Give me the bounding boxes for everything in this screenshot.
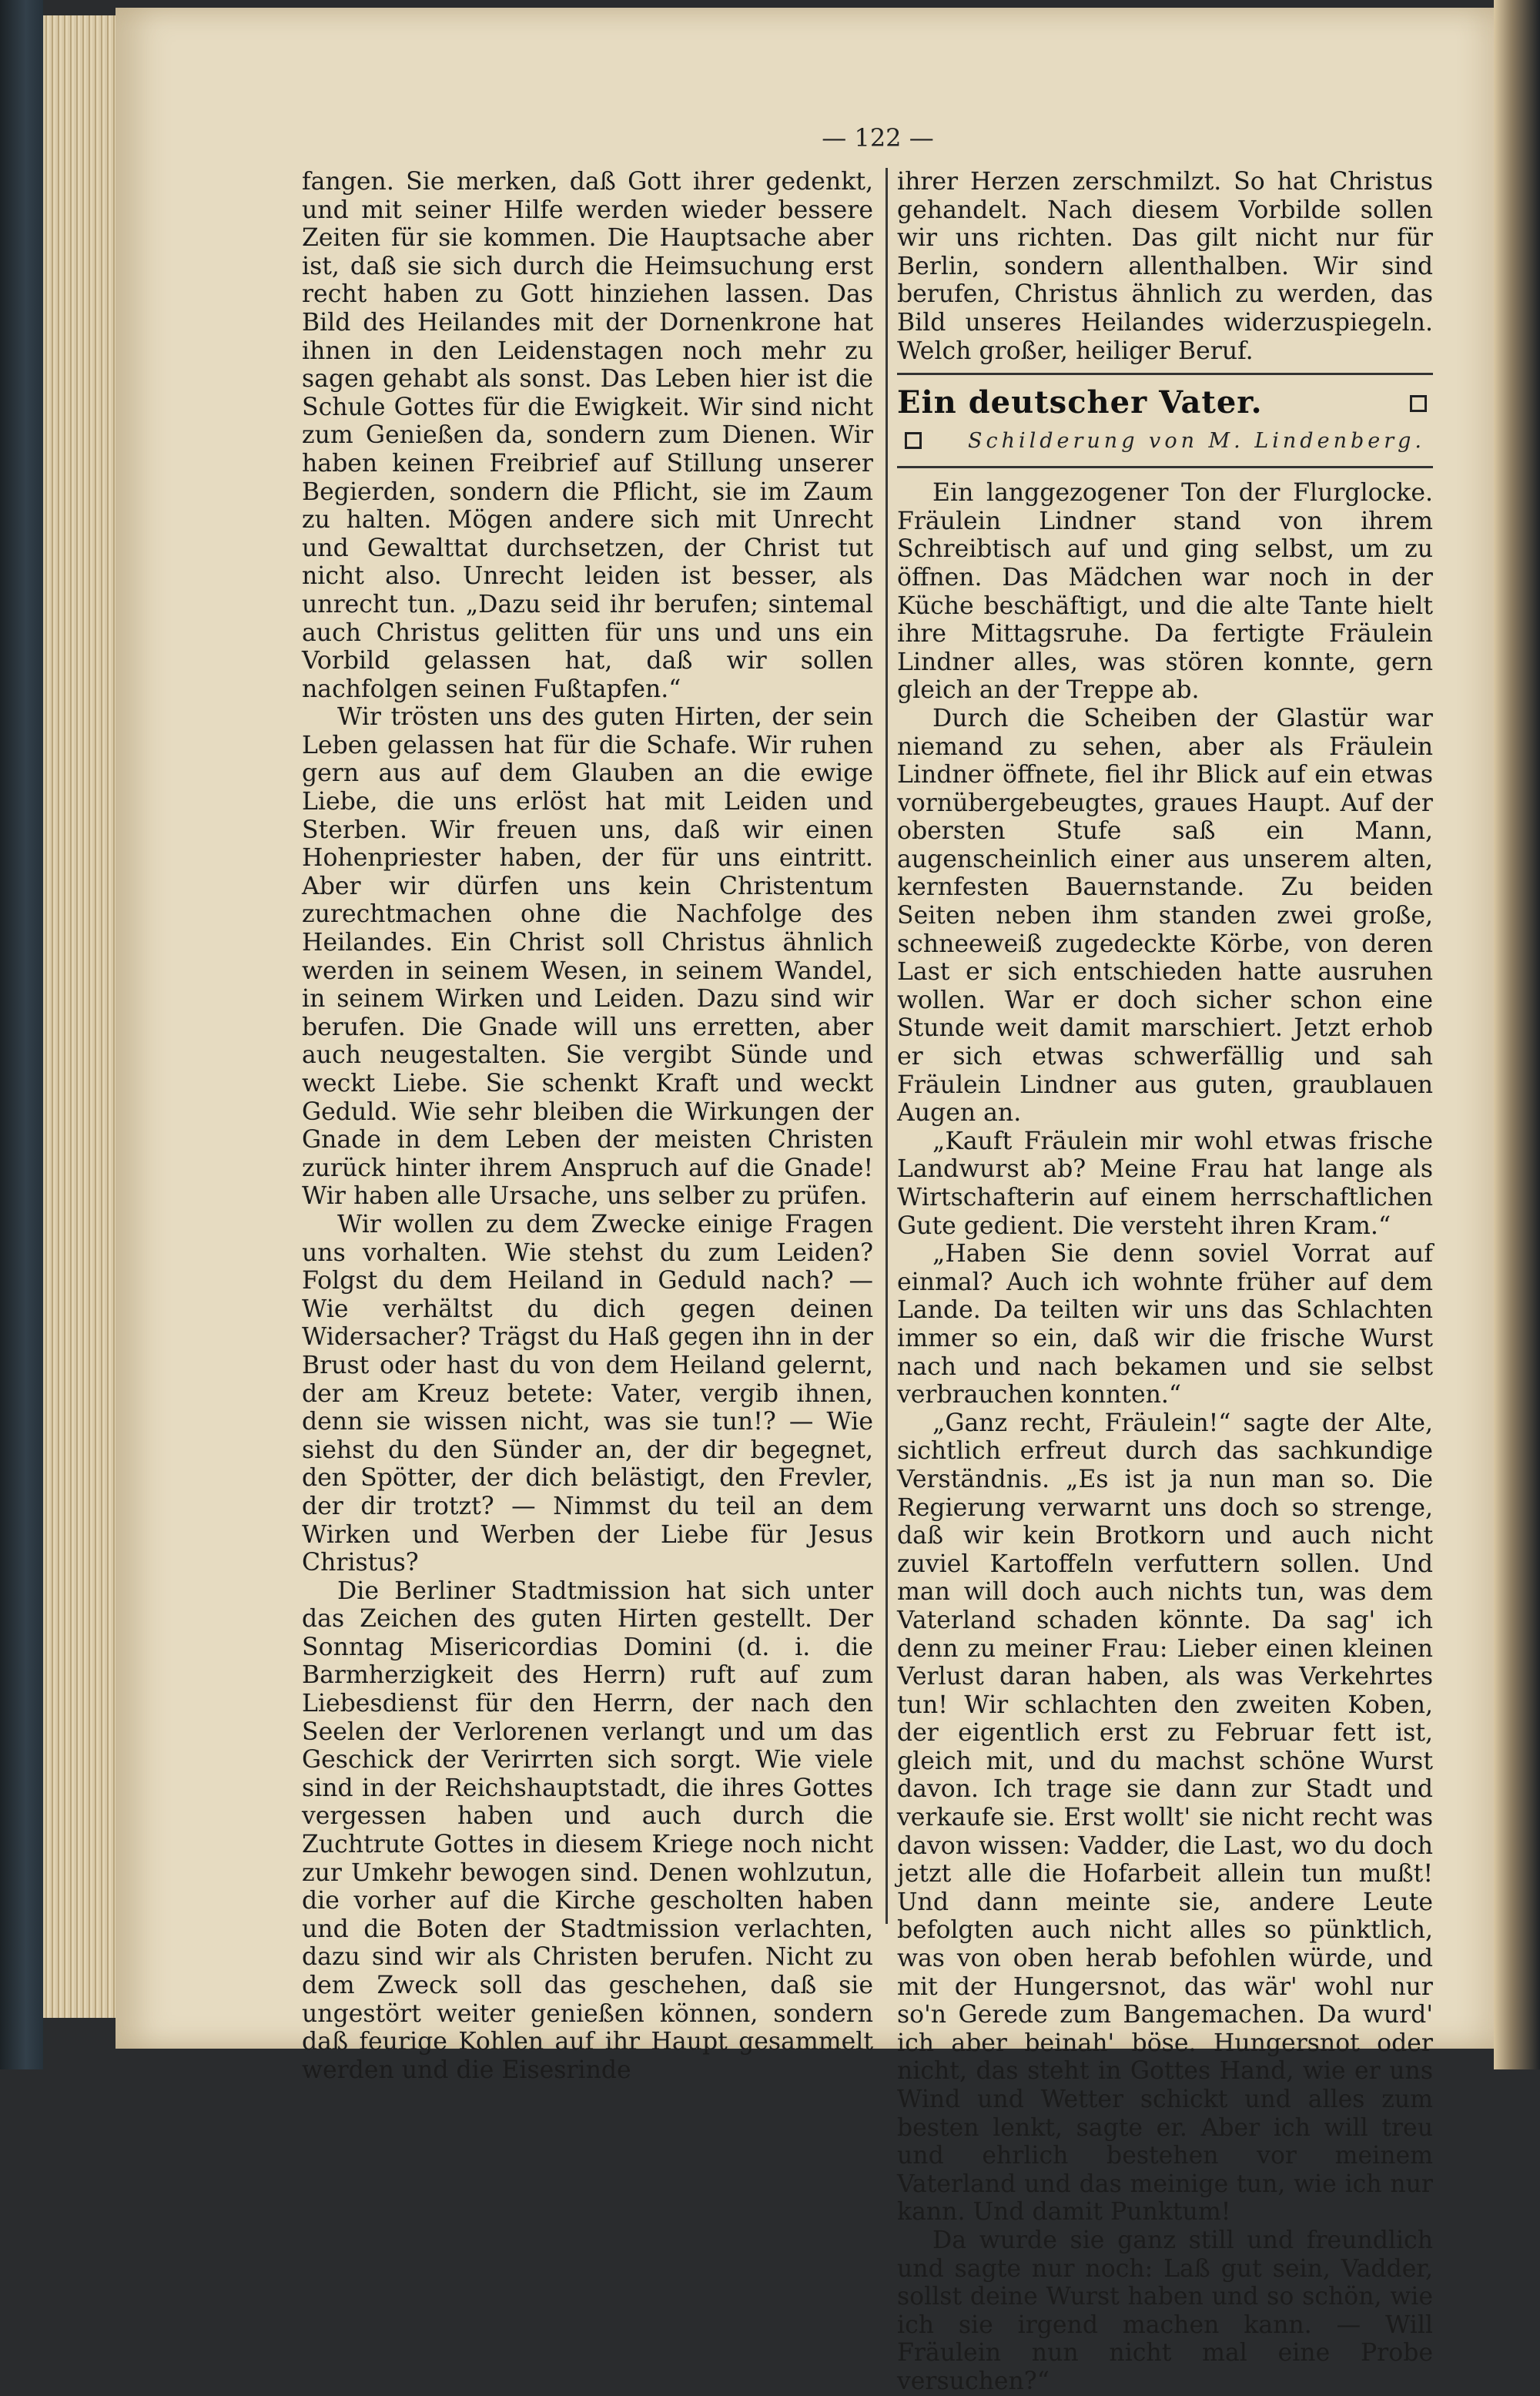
article-paragraph-3: „Kauft Fräulein mir wohl etwas frische Landwurst ab? Meine Frau hat lange als Wirtschafterin auf einem herrschaftlichen Gute gedient. Die versteht ihren Kram.“: [897, 1127, 1433, 1240]
right-paragraph-continued: ihrer Herzen zerschmilzt. So hat Christus gehandelt. Nach diesem Vorbilde sollen wir uns richten. Das gilt nicht nur für Berlin, sondern allenthalben. Wir sind berufen, Christus ähnlich zu werden, das Bild unseres Heilandes widerzuspiegeln. Welch großer, heiliger Beruf.: [897, 168, 1433, 365]
book-binding-left: [0, 0, 43, 2069]
right-column: [897, 168, 1433, 2396]
article-paragraph-1: Ein langgezogener Ton der Flurglocke. Fräulein Lindner stand von ihrem Schreibtisch auf und ging selbst, um zu öffnen. Das Mädchen war noch in der Küche beschäftigt, und die alte Tante hielt ihre Mittagsruhe. Da fertigte Fräulein Lindner alles, was stören konnte, gern gleich an der Treppe ab.: [897, 479, 1433, 705]
article-byline: Schilderung von M. Lindenberg.: [967, 429, 1425, 454]
article-rule-bottom: [897, 466, 1433, 468]
column-divider: [886, 168, 888, 1924]
article-header: [897, 386, 1433, 458]
ornament-square-icon: [1410, 395, 1427, 412]
article-rule: [897, 373, 1433, 375]
book-binding-right: [1494, 0, 1540, 2069]
left-column: [302, 168, 873, 2084]
article-paragraph-6: Da wurde sie ganz still und freundlich und sagte nur noch: Laß gut sein, Vadder, sollst deine Wurst haben und so schön, wie ich sie irgend machen kann. — Will Fräulein nun nicht mal eine Probe versuchen?“: [897, 2226, 1433, 2395]
left-paragraph-3: Wir wollen zu dem Zwecke einige Fragen uns vorhalten. Wie stehst du zum Leiden? Folgst du dem Heiland in Geduld nach? — Wie verhältst du dich gegen deinen Widersacher? Trägst du Haß gegen ihn in der Brust oder hast du von dem Heiland gelernt, der am Kreuz betete: Vater, vergib ihnen, denn sie wissen nicht, was sie tun!? — Wie siehst du den Sünder an, der dir begegnet, den Spötter, der dich belästigt, den Frevler, der dir trotzt? — Nimmst du teil an dem Wirken und Werben der Liebe für Jesus Christus?: [302, 1210, 873, 1577]
ornament-square-icon: [905, 432, 922, 449]
page-number: — 122 —: [822, 123, 934, 152]
left-paragraph-4: Die Berliner Stadtmission hat sich unter das Zeichen des guten Hirten gestellt. Der Sonntag Misericordias Domini (d. i. die Barmherzigkeit des Herrn) ruft auf zum Liebesdienst für den Herrn, der nach den Seelen der Verlorenen verlangt und um das Geschick der Verirrten sich sorgt. Wie viele sind in der Reichshauptstadt, die ihres Gottes vergessen haben und auch durch die Zuchtrute Gottes in diesem Kriege noch nicht zur Umkehr bewogen sind. Denen wohlzutun, die vorher auf die Kirche gescholten haben und die Boten der Stadtmission verlachten, dazu sind wir als Christen berufen. Nicht zu dem Zweck soll das geschehen, daß sie ungestört weiter genießen können, sondern daß feurige Kohlen auf ihr Haupt gesammelt werden und die Eisesrinde: [302, 1577, 873, 2084]
left-paragraph-2: Wir trösten uns des guten Hirten, der sein Leben gelassen hat für die Schafe. Wir ruhen gern aus auf dem Glauben an die ewige Liebe, die uns erlöst hat mit Leiden und Sterben. Wir freuen uns, daß wir einen Hohenpriester haben, der für uns eintritt. Aber wir dürfen uns kein Christentum zurechtmachen ohne die Nachfolge des Heilandes. Ein Christ soll Christus ähnlich werden in seinem Wesen, in seinem Wandel, in seinem Wirken und Leiden. Dazu sind wir berufen. Die Gnade will uns erretten, aber auch neugestalten. Sie vergibt Sünde und weckt Liebe. Sie schenkt Kraft und weckt Geduld. Wie sehr bleiben die Wirkungen der Gnade in dem Leben der meisten Christen zurück hinter ihrem Anspruch auf die Gnade! Wir haben alle Ursache, uns selber zu prüfen.: [302, 703, 873, 1211]
article-paragraph-2: Durch die Scheiben der Glastür war niemand zu sehen, aber als Fräulein Lindner öffnete, fiel ihr Blick auf ein etwas vornübergebeugtes, graues Haupt. Auf der obersten Stufe saß ein Mann, augenscheinlich einer aus unserem alten, kernfesten Bauernstande. Zu beiden Seiten neben ihm standen zwei große, schneeweiß zugedeckte Körbe, von deren Last er sich entschieden hatte ausruhen wollen. War er doch sicher schon eine Stunde weit damit marschiert. Jetzt erhob er sich etwas schwerfällig und sah Fräulein Lindner aus guten, graublauen Augen an.: [897, 704, 1433, 1128]
article-title: Ein deutscher Vater.: [897, 384, 1263, 421]
left-paragraph-1: fangen. Sie merken, daß Gott ihrer gedenkt, und mit seiner Hilfe werden wieder bessere Zeiten für sie kommen. Die Hauptsache aber ist, daß sie sich durch die Heimsuchung erst recht haben zu Gott hinziehen lassen. Das Bild des Heilandes mit der Dornenkrone hat ihnen in den Leidenstagen noch mehr zu sagen gehabt als sonst. Das Leben hier ist die Schule Gottes für die Ewigkeit. Wir sind nicht zum Genießen da, sondern zum Dienen. Wir haben keinen Freibrief auf Stillung unserer Begierden, sondern die Pflicht, sie im Zaum zu halten. Mögen andere sich mit Unrecht und Gewalttat durchsetzen, der Christ tut nicht also. Unrecht leiden ist besser, als unrecht tun. „Dazu seid ihr berufen; sintemal auch Christus gelitten für uns und uns ein Vorbild gelassen hat, daß wir sollen nachfolgen seinen Fußtapfen.“: [302, 168, 873, 703]
article-paragraph-4: „Haben Sie denn soviel Vorrat auf einmal? Auch ich wohnte früher auf dem Lande. Da teilten wir uns das Schlachten immer so ein, daß wir die frische Wurst nach und nach bekamen und sie selbst verbrauchen konnten.“: [897, 1240, 1433, 1409]
article-paragraph-5: „Ganz recht, Fräulein!“ sagte der Alte, sichtlich erfreut durch das sachkundige Verständnis. „Es ist ja nun man so. Die Regierung verwarnt uns doch so strenge, daß wir kein Brotkorn und auch nicht zuviel Kartoffeln verfuttern sollen. Und man will doch auch nichts tun, was dem Vaterland schaden könnte. Da sag' ich denn zu meiner Frau: Lieber einen kleinen Verlust daran haben, als was Verkehrtes tun! Wir schlachten den zweiten Koben, der eigentlich erst zu Februar fett ist, gleich mit, und du machst schöne Wurst davon. Ich trage sie dann zur Stadt und verkaufe sie. Erst wollt' sie nicht recht was davon wissen: Vadder, die Last, wo du doch jetzt alle die Hofarbeit allein tun mußt! Und dann meinte sie, andere Leute befolgten auch nicht alles so pünktlich, was von oben herab befohlen würde, und mit der Hungersnot, das wär' wohl nur so'n Gerede zum Bangemachen. Da wurd' ich aber beinah' böse. Hungersnot oder nicht, das steht in Gottes Hand, wie er uns Wind und Wetter schickt und alles zum besten lenkt, sagte er. Aber ich will treu und ehrlich bestehen vor meinem Vaterland und das meinige tun, wie ich nur kann. Und damit Punktum!: [897, 1409, 1433, 2227]
